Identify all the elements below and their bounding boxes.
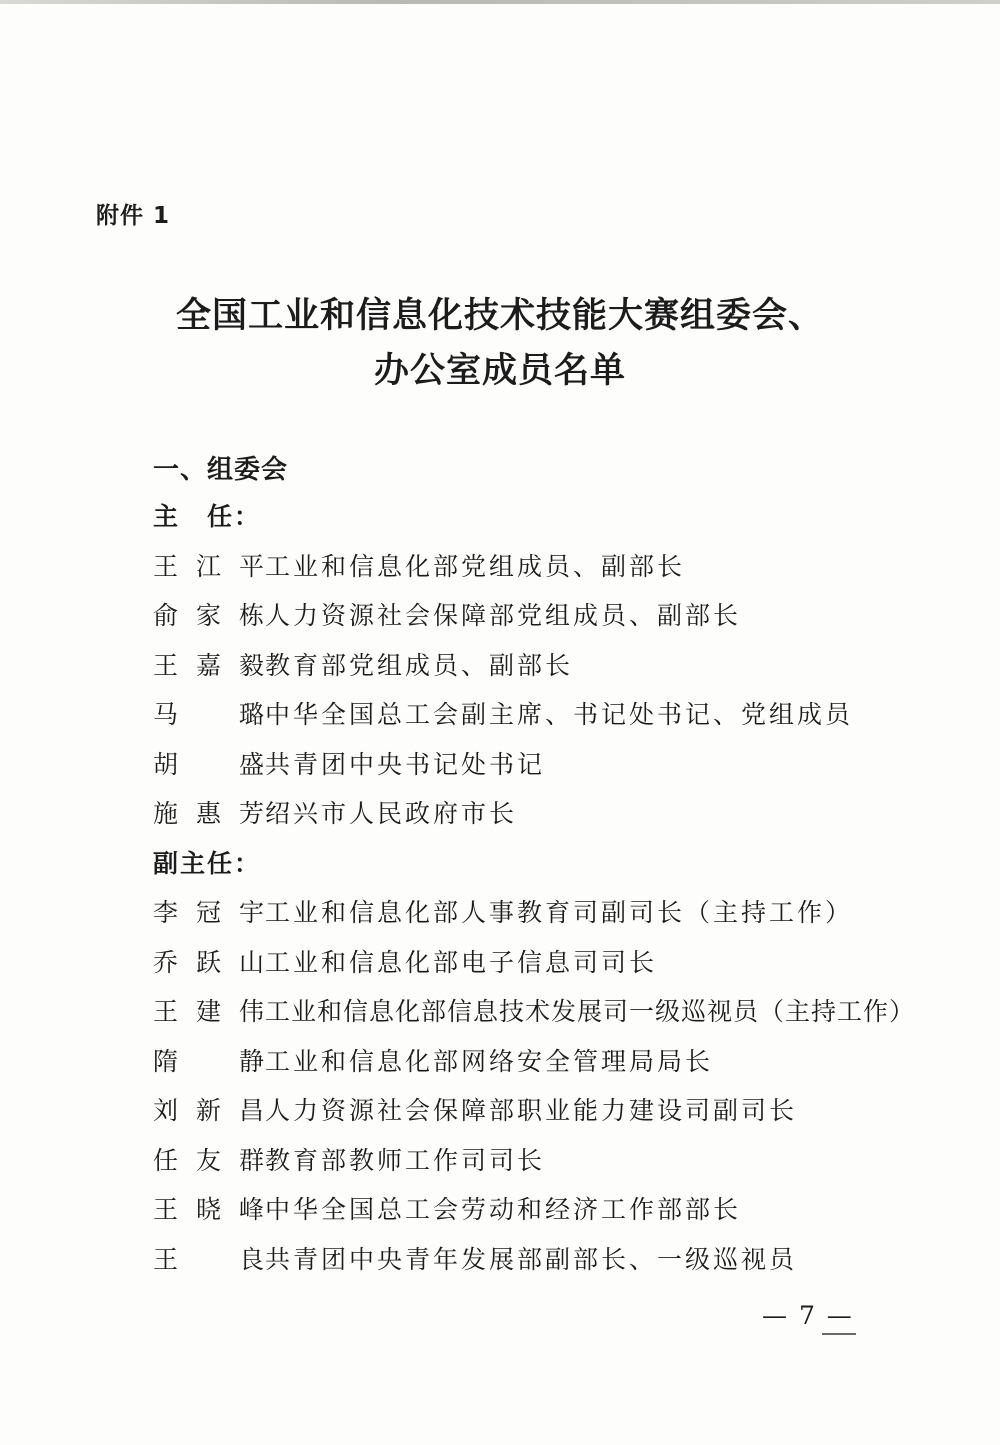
member-name: 马 璐 [153,700,265,729]
list-item [153,789,933,839]
document-title [0,288,1000,398]
member-duty: 工业和信息化部党组成员、副部长 [265,551,686,581]
scan-edge [0,0,1000,4]
list-item [153,1037,933,1087]
member-duty: 工业和信息化部网络安全管理局局长 [265,1046,714,1076]
list-item [153,888,933,938]
title-line-1: 全国工业和信息化技术技能大赛组委会、 [175,295,824,336]
list-item [153,542,933,592]
list-item [153,987,933,1037]
member-duty: 中华全国总工会副主席、书记处书记、党组成员 [265,700,854,729]
member-name: 王江平 [153,551,265,581]
member-duty: 工业和信息化部电子信息司司长 [265,947,658,977]
member-name: 胡 盛 [153,749,265,779]
section-heading: 一、组委会 [153,455,289,485]
list-item [153,1086,933,1136]
member-duty: 教育部党组成员、副部长 [265,650,574,680]
director-heading: 主 任： [153,502,262,531]
member-duty: 教育部教师工作司司长 [265,1145,546,1175]
member-name: 李冠宇 [153,898,265,927]
member-list [153,492,933,1284]
member-name: 王建伟 [153,997,265,1026]
list-item [153,1136,933,1186]
member-duty: 共青团中央书记处书记 [265,749,546,779]
page-number-underline [822,1333,856,1335]
list-item [153,938,933,988]
member-name: 刘新昌 [153,1096,265,1125]
member-name: 任友群 [153,1145,265,1175]
list-item [153,740,933,790]
member-name: 王 良 [153,1244,265,1274]
title-line-2: 办公室成员名单 [373,350,626,391]
list-item [153,1235,933,1285]
member-name: 王嘉毅 [153,650,265,680]
member-duty: 人力资源社会保障部党组成员、副部长 [265,601,742,630]
member-duty: 共青团中央青年发展部副部长、一级巡视员 [265,1244,798,1274]
member-duty: 工业和信息化部信息技术发展司一级巡视员（主持工作） [265,997,916,1026]
member-duty: 绍兴市人民政府市长 [265,799,518,828]
page-number: — 7 — [762,1301,854,1330]
list-item [153,641,933,691]
member-name: 乔跃山 [153,947,265,977]
member-name: 俞家栋 [153,601,265,630]
deputy-director-heading: 副主任： [153,848,262,878]
member-duty: 中华全国总工会劳动和经济工作部部长 [265,1195,742,1224]
attachment-label: 附件 1 [96,203,171,229]
member-name: 王晓峰 [153,1195,265,1224]
member-name: 隋 静 [153,1046,265,1076]
member-duty: 工业和信息化部人事教育司副司长（主持工作） [265,898,854,927]
list-item [153,591,933,641]
list-item [153,1185,933,1235]
list-item [153,690,933,740]
member-name: 施惠芳 [153,799,265,828]
member-duty: 人力资源社会保障部职业能力建设司副司长 [265,1096,798,1125]
